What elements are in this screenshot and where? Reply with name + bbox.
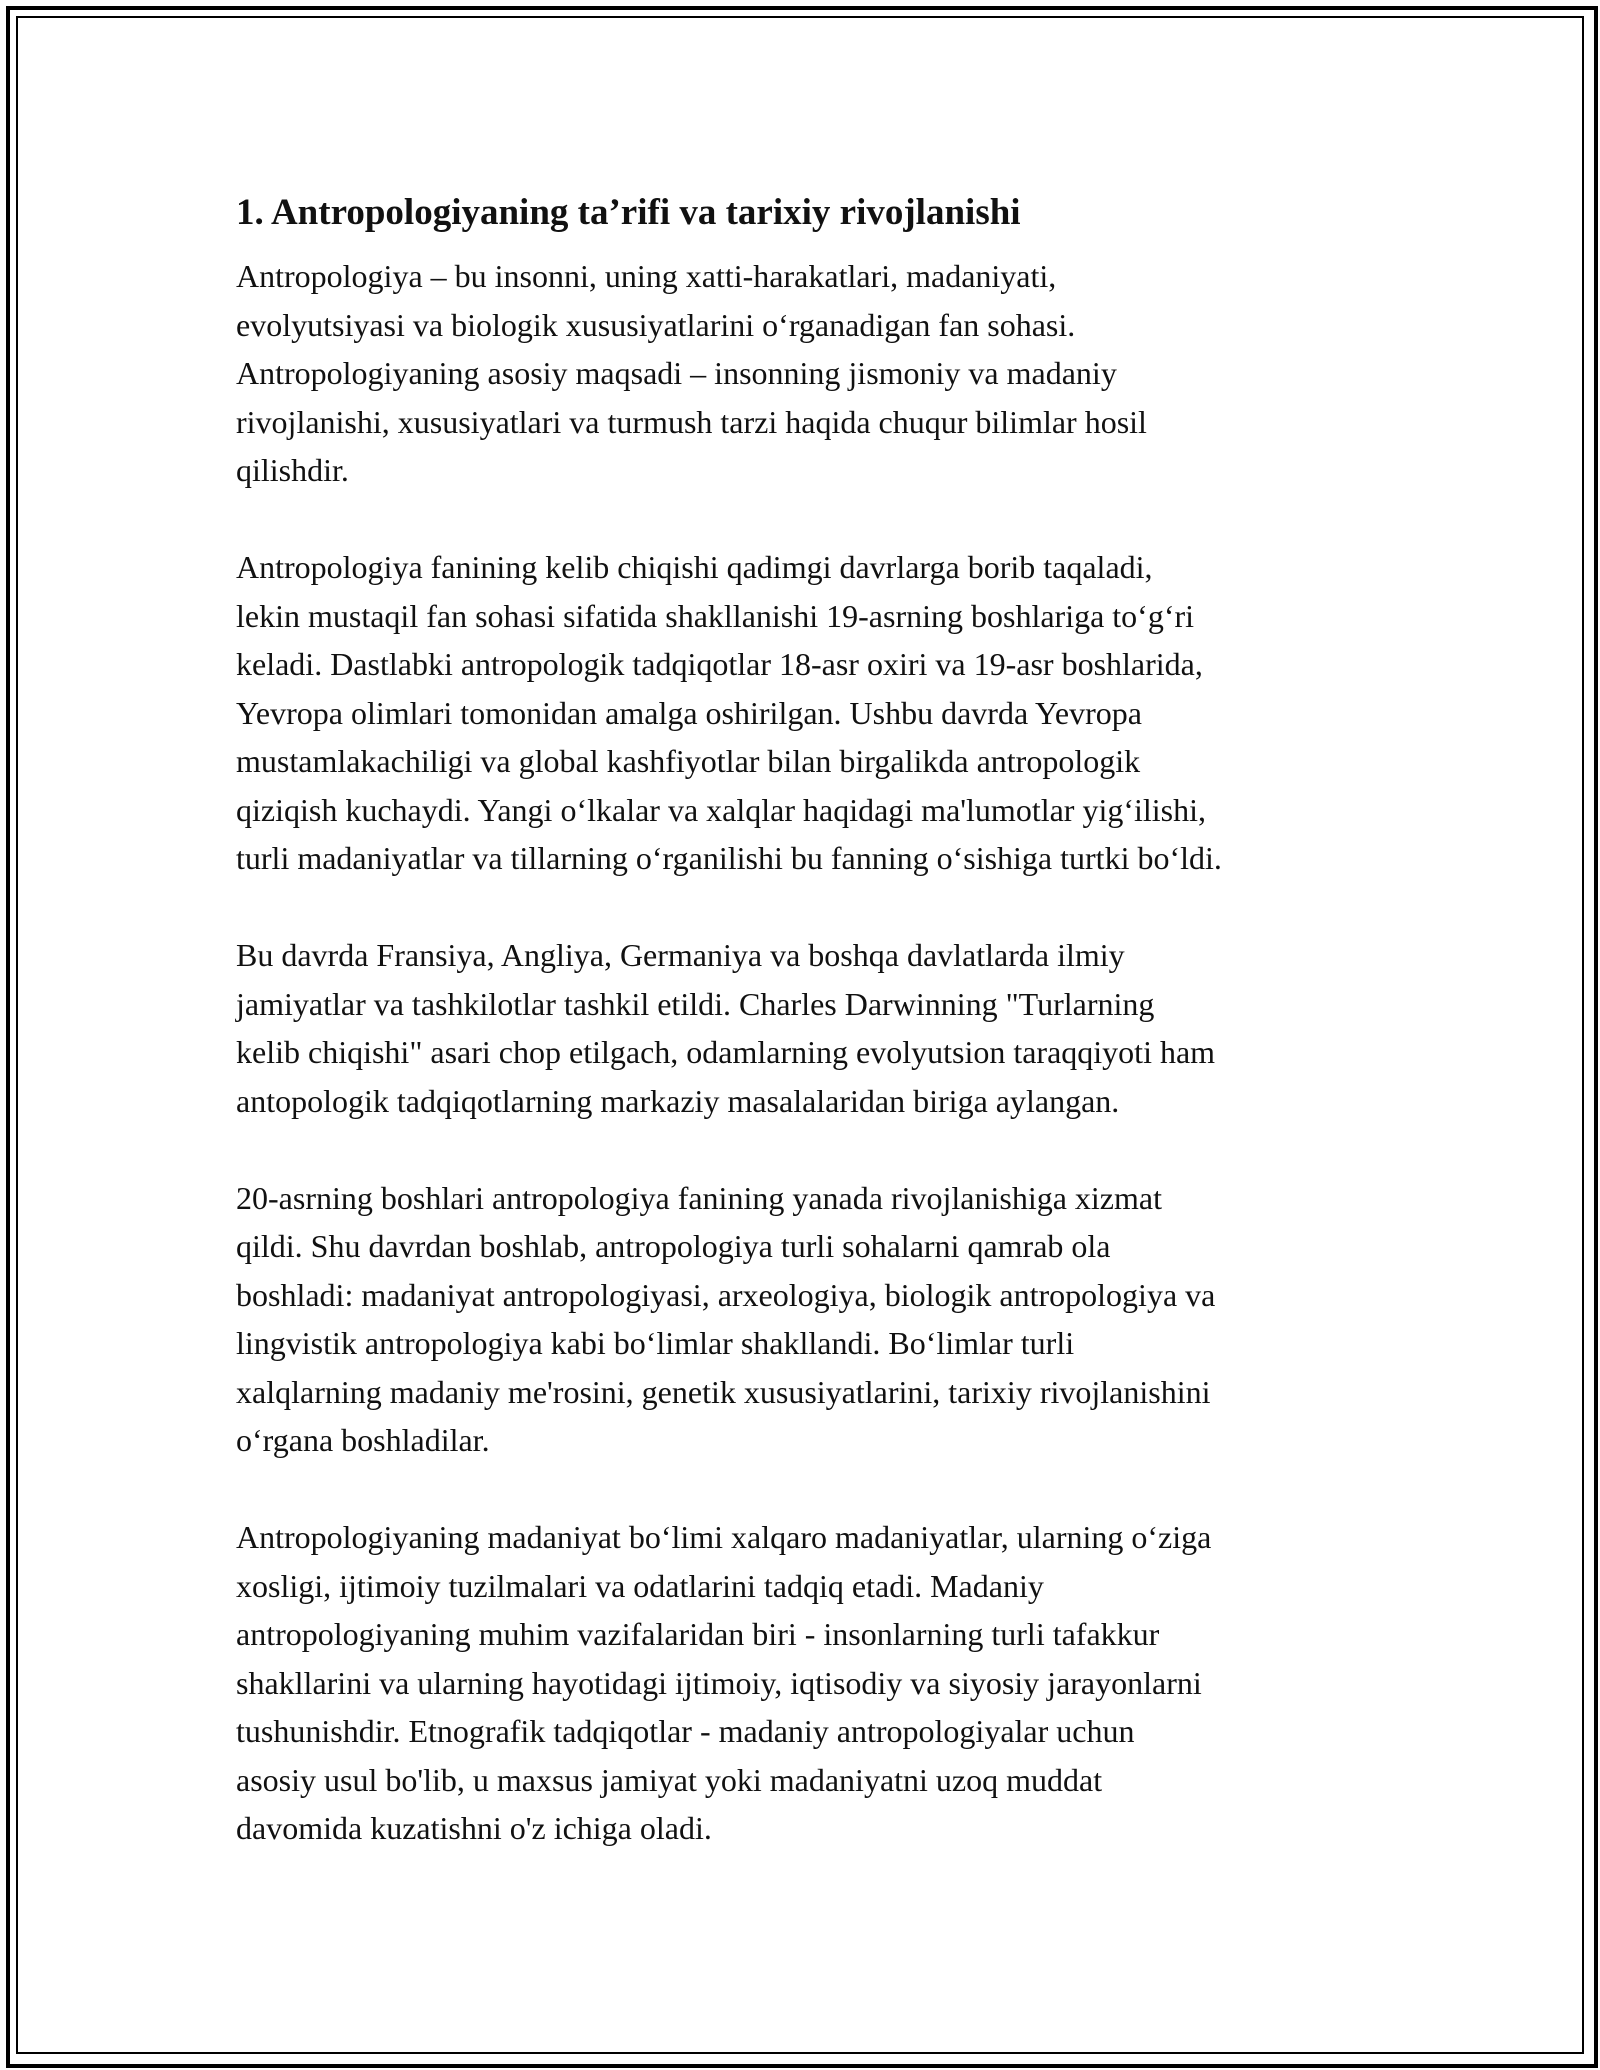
text-line: xalqlarning madaniy me'rosini, genetik xususiyatlarini, tarixiy rivojlanishini bbox=[236, 1373, 1211, 1410]
text-line: lekin mustaqil fan sohasi sifatida shakllanishi 19-asrning boshlariga to‘g‘ri bbox=[236, 597, 1195, 634]
text-line: evolyutsiyasi va biologik xususiyatlarini o‘rganadigan fan sohasi. bbox=[236, 306, 1076, 343]
text-line: boshladi: madaniyat antropologiyasi, arxeologiya, biologik antropologiya va bbox=[236, 1276, 1216, 1313]
text-line: Antropologiyaning asosiy maqsadi – insonning jismoniy va madaniy bbox=[236, 355, 1117, 391]
text-line: turli madaniyatlar va tillarning o‘rganilishi bu fanning o‘sishiga turtki bo‘ldi. bbox=[236, 840, 1222, 876]
section-heading: 1. Antropologiyaning ta’rifi va tarixiy rivojlanishi bbox=[236, 192, 1021, 233]
text-line: antropologiyaning muhim vazifalaridan biri - insonlarning turli tafakkur bbox=[236, 1616, 1160, 1652]
text-line: kelib chiqishi" asari chop etilgach, odamlarning evolyutsion taraqqiyoti ham bbox=[236, 1034, 1216, 1070]
paragraph-2 bbox=[236, 543, 1396, 883]
text-line: xosligi, ijtimoiy tuzilmalari va odatlarini tadqiq etadi. Madaniy bbox=[236, 1567, 1044, 1604]
text-line: antopologik tadqiqotlarning markaziy masalalaridan biriga aylangan. bbox=[236, 1082, 1120, 1119]
text-line: Bu davrda Fransiya, Angliya, Germaniya va boshqa davlatlarda ilmiy bbox=[236, 937, 1125, 973]
text-line: rivojlanishi, xususiyatlari va turmush tarzi haqida chuqur bilimlar hosil bbox=[236, 403, 1147, 440]
text-line: jamiyatlar va tashkilotlar tashkil etildi. Charles Darwinning "Turlarning bbox=[236, 985, 1155, 1022]
text-line: qildi. Shu davrdan boshlab, antropologiya turli sohalarni qamrab ola bbox=[236, 1228, 1111, 1264]
text-line: qiziqish kuchaydi. Yangi o‘lkalar va xalqlar haqidagi ma'lumotlar yig‘ilishi, bbox=[236, 791, 1207, 828]
document-body bbox=[236, 188, 1396, 1901]
paragraph-5 bbox=[236, 1513, 1396, 1853]
text-line: lingvistik antropologiya kabi bo‘limlar shakllandi. Bo‘limlar turli bbox=[236, 1325, 1075, 1361]
paragraph-4 bbox=[236, 1174, 1396, 1465]
text-line: Antropologiyaning madaniyat bo‘limi xalqaro madaniyatlar, ularning o‘ziga bbox=[236, 1519, 1212, 1555]
text-line: o‘rgana boshladilar. bbox=[236, 1422, 490, 1458]
text-line: 20-asrning boshlari antropologiya fanining yanada rivojlanishiga xizmat bbox=[236, 1179, 1162, 1216]
text-line: davomida kuzatishni o'z ichiga oladi. bbox=[236, 1810, 712, 1846]
text-line: Antropologiya fanining kelib chiqishi qadimgi davrlarga borib taqaladi, bbox=[236, 549, 1153, 585]
text-line: asosiy usul bo'lib, u maxsus jamiyat yoki madaniyatni uzoq muddat bbox=[236, 1761, 1103, 1798]
text-line: Yevropa olimlari tomonidan amalga oshirilgan. Ushbu davrda Yevropa bbox=[236, 694, 1142, 731]
text-line: qilishdir. bbox=[236, 452, 349, 488]
paragraph-3 bbox=[236, 931, 1396, 1125]
paragraph-1 bbox=[236, 252, 1396, 495]
text-line: tushunishdir. Etnografik tadqiqotlar - madaniy antropologiyalar uchun bbox=[236, 1713, 1135, 1749]
text-line: keladi. Dastlabki antropologik tadqiqotlar 18-asr oxiri va 19-asr boshlarida, bbox=[236, 646, 1203, 682]
text-line: shakllarini va ularning hayotidagi ijtimoiy, iqtisodiy va siyosiy jarayonlarni bbox=[236, 1664, 1202, 1701]
text-line: Antropologiya – bu insonni, uning xatti-harakatlari, madaniyati, bbox=[236, 258, 1057, 294]
text-line: mustamlakachiligi va global kashfiyotlar bilan birgalikda antropologik bbox=[236, 743, 1141, 779]
